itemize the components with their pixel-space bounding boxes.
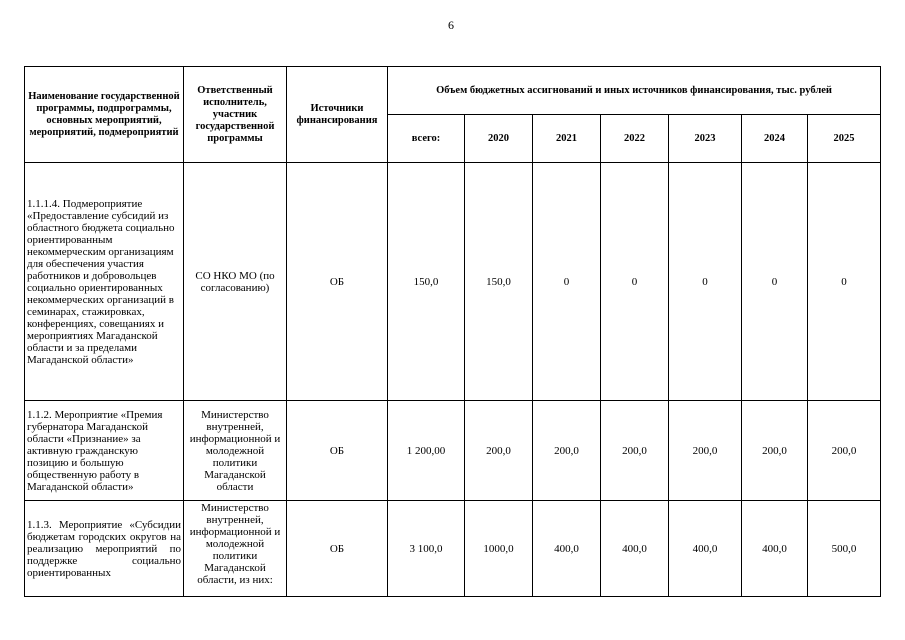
row-value: 0 [742, 163, 808, 401]
row-source: ОБ [287, 401, 388, 501]
row-total: 150,0 [388, 163, 465, 401]
row-value: 200,0 [465, 401, 533, 501]
header-total: всего: [388, 115, 465, 163]
row-total: 3 100,0 [388, 501, 465, 597]
row-value: 400,0 [601, 501, 669, 597]
table-row [25, 401, 881, 501]
header-name: Наименование государственной программы, подпрограммы, основных мероприятий, мероприятий, подмероприятий [25, 67, 184, 163]
row-value: 1000,0 [465, 501, 533, 597]
row-value: 400,0 [533, 501, 601, 597]
row-value: 500,0 [808, 501, 881, 597]
row-name: 1.1.1.4. Подмероприятие «Предоставление субсидий из областного бюджета социально ориентированным некоммерческим организациям для обеспечения участия работников и добровольцев социально ориентированных некоммерческих организаций в семинарах, стажировках, конференциях, совещаниях и мероприятиях Магаданской области и за пределами Магаданской области» [25, 163, 184, 401]
row-total: 1 200,00 [388, 401, 465, 501]
header-year: 2022 [601, 115, 669, 163]
row-value: 400,0 [669, 501, 742, 597]
table-row [25, 501, 881, 597]
table-row [25, 163, 881, 401]
table-header-row [25, 67, 881, 115]
header-source: Источники финансирования [287, 67, 388, 163]
header-executor: Ответственный исполнитель, участник государственной программы [184, 67, 287, 163]
row-value: 0 [808, 163, 881, 401]
row-name: 1.1.2. Мероприятие «Премия губернатора Магаданской области «Признание» за активную гражданскую позицию и большую общественную работу в Магаданской области» [25, 401, 184, 501]
row-value: 400,0 [742, 501, 808, 597]
header-year: 2023 [669, 115, 742, 163]
row-value: 0 [601, 163, 669, 401]
row-source: ОБ [287, 501, 388, 597]
row-value: 0 [533, 163, 601, 401]
header-year: 2024 [742, 115, 808, 163]
row-executor: Министерство внутренней, информационной и молодежной политики Магаданской области, из них: [184, 501, 287, 597]
row-value: 150,0 [465, 163, 533, 401]
row-source: ОБ [287, 163, 388, 401]
row-value: 200,0 [533, 401, 601, 501]
row-value: 200,0 [601, 401, 669, 501]
row-name: 1.1.3. Мероприятие «Субсидии бюджетам городских округов на реализацию мероприятий по поддержке социально ориентированных [25, 501, 184, 597]
header-year: 2021 [533, 115, 601, 163]
row-executor: Министерство внутренней, информационной и молодежной политики Магаданской области [184, 401, 287, 501]
row-value: 200,0 [669, 401, 742, 501]
row-executor: СО НКО МО (по согласованию) [184, 163, 287, 401]
budget-table [24, 66, 881, 597]
header-year: 2025 [808, 115, 881, 163]
row-value: 200,0 [742, 401, 808, 501]
header-volume: Объем бюджетных ассигнований и иных источников финансирования, тыс. рублей [388, 67, 881, 115]
page-number: 6 [448, 18, 454, 32]
row-value: 200,0 [808, 401, 881, 501]
row-value: 0 [669, 163, 742, 401]
header-year: 2020 [465, 115, 533, 163]
